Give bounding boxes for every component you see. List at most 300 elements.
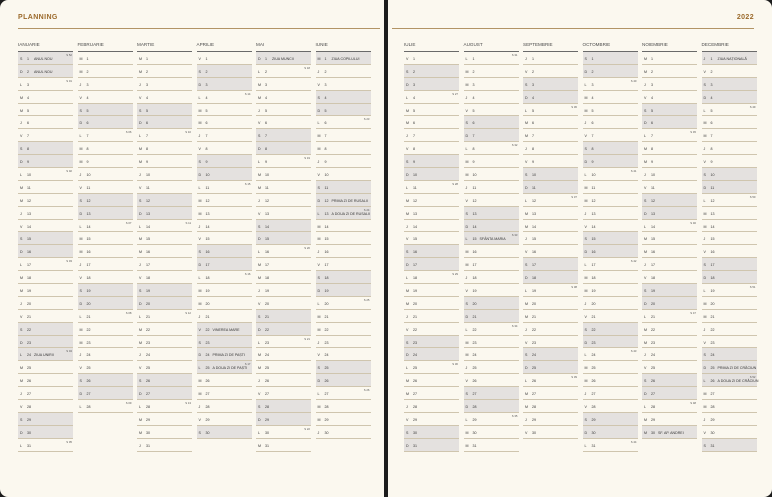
day-row[interactable] — [137, 271, 192, 284]
day-row[interactable] — [464, 413, 519, 426]
day-row[interactable] — [137, 220, 192, 233]
day-row[interactable] — [464, 220, 519, 233]
day-row[interactable] — [256, 207, 311, 220]
day-row[interactable] — [523, 284, 578, 297]
day-row[interactable] — [316, 104, 371, 117]
day-row[interactable] — [404, 413, 459, 426]
day-row[interactable] — [197, 310, 252, 323]
day-row[interactable] — [702, 232, 757, 245]
day-row[interactable] — [256, 413, 311, 426]
day-row[interactable] — [18, 116, 73, 129]
day-row[interactable] — [523, 361, 578, 374]
day-row[interactable] — [404, 91, 459, 104]
day-row[interactable] — [197, 258, 252, 271]
day-row[interactable] — [78, 91, 133, 104]
day-row[interactable] — [642, 104, 697, 117]
day-row[interactable] — [316, 65, 371, 78]
day-row[interactable] — [197, 65, 252, 78]
day-row[interactable] — [316, 168, 371, 181]
day-row[interactable] — [523, 194, 578, 207]
day-row[interactable] — [137, 116, 192, 129]
day-row[interactable] — [642, 426, 697, 439]
day-row[interactable] — [523, 155, 578, 168]
day-row[interactable] — [78, 194, 133, 207]
day-row[interactable] — [137, 78, 192, 91]
day-row[interactable] — [256, 439, 311, 452]
day-row[interactable] — [197, 387, 252, 400]
day-row[interactable] — [78, 232, 133, 245]
day-row[interactable] — [18, 310, 73, 323]
day-row[interactable] — [18, 348, 73, 361]
day-row[interactable] — [583, 336, 638, 349]
day-row[interactable] — [78, 297, 133, 310]
day-row[interactable] — [464, 361, 519, 374]
day-row[interactable] — [256, 400, 311, 413]
day-row[interactable] — [18, 400, 73, 413]
day-row[interactable] — [18, 336, 73, 349]
day-row[interactable] — [404, 104, 459, 117]
day-row[interactable] — [583, 426, 638, 439]
day-row[interactable] — [197, 284, 252, 297]
day-row[interactable] — [316, 271, 371, 284]
day-row[interactable] — [464, 116, 519, 129]
day-row[interactable] — [404, 348, 459, 361]
day-row[interactable] — [523, 91, 578, 104]
day-row[interactable] — [18, 168, 73, 181]
day-row[interactable] — [702, 142, 757, 155]
day-row[interactable] — [702, 361, 757, 374]
day-row[interactable] — [78, 310, 133, 323]
day-row[interactable] — [18, 284, 73, 297]
day-row[interactable] — [583, 361, 638, 374]
day-row[interactable] — [642, 52, 697, 65]
day-row[interactable] — [583, 323, 638, 336]
day-row[interactable] — [197, 232, 252, 245]
day-row[interactable] — [18, 374, 73, 387]
day-row[interactable] — [464, 129, 519, 142]
day-row[interactable] — [197, 116, 252, 129]
day-row[interactable] — [583, 52, 638, 65]
day-row[interactable] — [642, 413, 697, 426]
day-row[interactable] — [256, 258, 311, 271]
day-row[interactable] — [702, 52, 757, 65]
day-row[interactable] — [197, 271, 252, 284]
day-row[interactable] — [702, 413, 757, 426]
day-row[interactable] — [464, 207, 519, 220]
day-row[interactable] — [256, 181, 311, 194]
day-row[interactable] — [18, 129, 73, 142]
day-row[interactable] — [702, 104, 757, 117]
day-row[interactable] — [404, 310, 459, 323]
day-row[interactable] — [18, 387, 73, 400]
day-row[interactable] — [197, 91, 252, 104]
day-row[interactable] — [464, 91, 519, 104]
day-row[interactable] — [702, 310, 757, 323]
day-row[interactable] — [523, 387, 578, 400]
day-row[interactable] — [642, 65, 697, 78]
day-row[interactable] — [137, 142, 192, 155]
day-row[interactable] — [78, 245, 133, 258]
day-row[interactable] — [583, 142, 638, 155]
day-row[interactable] — [18, 271, 73, 284]
day-row[interactable] — [404, 207, 459, 220]
day-row[interactable] — [78, 52, 133, 65]
day-row[interactable] — [404, 245, 459, 258]
day-row[interactable] — [137, 65, 192, 78]
day-row[interactable] — [404, 284, 459, 297]
day-row[interactable] — [464, 142, 519, 155]
day-row[interactable] — [18, 220, 73, 233]
day-row[interactable] — [464, 439, 519, 452]
day-row[interactable] — [464, 52, 519, 65]
day-row[interactable] — [702, 348, 757, 361]
day-row[interactable] — [464, 374, 519, 387]
day-row[interactable] — [523, 181, 578, 194]
day-row[interactable] — [642, 336, 697, 349]
day-row[interactable] — [523, 129, 578, 142]
day-row[interactable] — [137, 361, 192, 374]
day-row[interactable] — [642, 310, 697, 323]
day-row[interactable] — [316, 387, 371, 400]
day-row[interactable] — [464, 348, 519, 361]
day-row[interactable] — [78, 323, 133, 336]
day-row[interactable] — [404, 439, 459, 452]
day-row[interactable] — [404, 194, 459, 207]
day-row[interactable] — [583, 91, 638, 104]
day-row[interactable] — [702, 323, 757, 336]
day-row[interactable] — [137, 181, 192, 194]
day-row[interactable] — [256, 52, 311, 65]
day-row[interactable] — [404, 155, 459, 168]
day-row[interactable] — [702, 65, 757, 78]
day-row[interactable] — [316, 297, 371, 310]
day-row[interactable] — [316, 348, 371, 361]
day-row[interactable] — [583, 284, 638, 297]
day-row[interactable] — [78, 181, 133, 194]
day-row[interactable] — [137, 284, 192, 297]
day-row[interactable] — [464, 336, 519, 349]
day-row[interactable] — [256, 271, 311, 284]
day-row[interactable] — [702, 426, 757, 439]
day-row[interactable] — [642, 194, 697, 207]
day-row[interactable] — [137, 374, 192, 387]
day-row[interactable] — [78, 65, 133, 78]
day-row[interactable] — [197, 426, 252, 439]
day-row[interactable] — [137, 400, 192, 413]
day-row[interactable] — [464, 232, 519, 245]
day-row[interactable] — [137, 297, 192, 310]
day-row[interactable] — [702, 220, 757, 233]
day-row[interactable] — [702, 374, 757, 387]
day-row[interactable] — [316, 129, 371, 142]
day-row[interactable] — [702, 155, 757, 168]
day-row[interactable] — [464, 181, 519, 194]
day-row[interactable] — [523, 245, 578, 258]
day-row[interactable] — [316, 52, 371, 65]
day-row[interactable] — [137, 168, 192, 181]
day-row[interactable] — [642, 323, 697, 336]
day-row[interactable] — [18, 65, 73, 78]
day-row[interactable] — [137, 336, 192, 349]
day-row[interactable] — [523, 207, 578, 220]
day-row[interactable] — [404, 181, 459, 194]
day-row[interactable] — [523, 348, 578, 361]
day-row[interactable] — [78, 207, 133, 220]
day-row[interactable] — [523, 323, 578, 336]
day-row[interactable] — [18, 142, 73, 155]
day-row[interactable] — [523, 310, 578, 323]
day-row[interactable] — [197, 413, 252, 426]
day-row[interactable] — [316, 258, 371, 271]
day-row[interactable] — [642, 129, 697, 142]
day-row[interactable] — [583, 297, 638, 310]
day-row[interactable] — [18, 207, 73, 220]
day-row[interactable] — [642, 245, 697, 258]
day-row[interactable] — [523, 232, 578, 245]
day-row[interactable] — [404, 168, 459, 181]
day-row[interactable] — [316, 310, 371, 323]
day-row[interactable] — [702, 271, 757, 284]
day-row[interactable] — [197, 52, 252, 65]
day-row[interactable] — [642, 181, 697, 194]
day-row[interactable] — [256, 168, 311, 181]
day-row[interactable] — [316, 116, 371, 129]
day-row[interactable] — [18, 181, 73, 194]
day-row[interactable] — [583, 400, 638, 413]
day-row[interactable] — [523, 400, 578, 413]
day-row[interactable] — [197, 220, 252, 233]
day-row[interactable] — [464, 387, 519, 400]
day-row[interactable] — [702, 194, 757, 207]
day-row[interactable] — [583, 271, 638, 284]
day-row[interactable] — [137, 426, 192, 439]
day-row[interactable] — [642, 155, 697, 168]
day-row[interactable] — [137, 245, 192, 258]
day-row[interactable] — [404, 387, 459, 400]
day-row[interactable] — [642, 387, 697, 400]
day-row[interactable] — [642, 348, 697, 361]
day-row[interactable] — [256, 336, 311, 349]
day-row[interactable] — [78, 168, 133, 181]
day-row[interactable] — [197, 129, 252, 142]
day-row[interactable] — [197, 361, 252, 374]
day-row[interactable] — [137, 194, 192, 207]
day-row[interactable] — [404, 336, 459, 349]
day-row[interactable] — [523, 52, 578, 65]
day-row[interactable] — [523, 271, 578, 284]
day-row[interactable] — [642, 78, 697, 91]
day-row[interactable] — [464, 310, 519, 323]
day-row[interactable] — [642, 258, 697, 271]
day-row[interactable] — [702, 284, 757, 297]
day-row[interactable] — [316, 91, 371, 104]
day-row[interactable] — [256, 91, 311, 104]
day-row[interactable] — [18, 361, 73, 374]
day-row[interactable] — [464, 155, 519, 168]
day-row[interactable] — [404, 323, 459, 336]
day-row[interactable] — [256, 245, 311, 258]
day-row[interactable] — [18, 104, 73, 117]
day-row[interactable] — [464, 284, 519, 297]
day-row[interactable] — [583, 439, 638, 452]
day-row[interactable] — [702, 336, 757, 349]
day-row[interactable] — [137, 439, 192, 452]
day-row[interactable] — [464, 271, 519, 284]
day-row[interactable] — [702, 207, 757, 220]
day-row[interactable] — [316, 155, 371, 168]
day-row[interactable] — [642, 271, 697, 284]
day-row[interactable] — [78, 400, 133, 413]
day-row[interactable] — [702, 181, 757, 194]
day-row[interactable] — [464, 258, 519, 271]
day-row[interactable] — [78, 336, 133, 349]
day-row[interactable] — [702, 258, 757, 271]
day-row[interactable] — [197, 194, 252, 207]
day-row[interactable] — [583, 374, 638, 387]
day-row[interactable] — [702, 400, 757, 413]
day-row[interactable] — [404, 142, 459, 155]
day-row[interactable] — [256, 220, 311, 233]
day-row[interactable] — [197, 348, 252, 361]
day-row[interactable] — [316, 194, 371, 207]
day-row[interactable] — [464, 323, 519, 336]
day-row[interactable] — [316, 232, 371, 245]
day-row[interactable] — [137, 413, 192, 426]
day-row[interactable] — [18, 78, 73, 91]
day-row[interactable] — [78, 78, 133, 91]
day-row[interactable] — [256, 387, 311, 400]
day-row[interactable] — [197, 155, 252, 168]
day-row[interactable] — [137, 104, 192, 117]
day-row[interactable] — [583, 387, 638, 400]
day-row[interactable] — [256, 104, 311, 117]
day-row[interactable] — [404, 116, 459, 129]
day-row[interactable] — [78, 271, 133, 284]
day-row[interactable] — [404, 52, 459, 65]
day-row[interactable] — [197, 245, 252, 258]
day-row[interactable] — [404, 400, 459, 413]
day-row[interactable] — [137, 52, 192, 65]
day-row[interactable] — [464, 78, 519, 91]
day-row[interactable] — [137, 348, 192, 361]
day-row[interactable] — [464, 168, 519, 181]
day-row[interactable] — [316, 207, 371, 220]
day-row[interactable] — [523, 65, 578, 78]
day-row[interactable] — [583, 65, 638, 78]
day-row[interactable] — [137, 129, 192, 142]
day-row[interactable] — [18, 297, 73, 310]
day-row[interactable] — [583, 181, 638, 194]
day-row[interactable] — [316, 413, 371, 426]
day-row[interactable] — [404, 78, 459, 91]
day-row[interactable] — [642, 361, 697, 374]
day-row[interactable] — [256, 323, 311, 336]
day-row[interactable] — [702, 245, 757, 258]
day-row[interactable] — [137, 207, 192, 220]
day-row[interactable] — [18, 91, 73, 104]
day-row[interactable] — [583, 232, 638, 245]
day-row[interactable] — [78, 348, 133, 361]
day-row[interactable] — [18, 426, 73, 439]
day-row[interactable] — [642, 400, 697, 413]
day-row[interactable] — [18, 52, 73, 65]
day-row[interactable] — [583, 116, 638, 129]
day-row[interactable] — [523, 220, 578, 233]
day-row[interactable] — [523, 116, 578, 129]
day-row[interactable] — [523, 142, 578, 155]
day-row[interactable] — [256, 361, 311, 374]
day-row[interactable] — [316, 323, 371, 336]
day-row[interactable] — [523, 258, 578, 271]
day-row[interactable] — [642, 207, 697, 220]
day-row[interactable] — [464, 104, 519, 117]
day-row[interactable] — [583, 129, 638, 142]
day-row[interactable] — [642, 142, 697, 155]
day-row[interactable] — [256, 284, 311, 297]
day-row[interactable] — [256, 155, 311, 168]
day-row[interactable] — [137, 387, 192, 400]
day-row[interactable] — [642, 116, 697, 129]
day-row[interactable] — [256, 297, 311, 310]
day-row[interactable] — [583, 310, 638, 323]
day-row[interactable] — [583, 155, 638, 168]
day-row[interactable] — [197, 78, 252, 91]
day-row[interactable] — [197, 374, 252, 387]
day-row[interactable] — [256, 65, 311, 78]
day-row[interactable] — [523, 374, 578, 387]
day-row[interactable] — [316, 78, 371, 91]
day-row[interactable] — [316, 181, 371, 194]
day-row[interactable] — [464, 297, 519, 310]
day-row[interactable] — [642, 232, 697, 245]
day-row[interactable] — [523, 413, 578, 426]
day-row[interactable] — [404, 271, 459, 284]
day-row[interactable] — [702, 168, 757, 181]
day-row[interactable] — [197, 400, 252, 413]
day-row[interactable] — [197, 336, 252, 349]
day-row[interactable] — [78, 129, 133, 142]
day-row[interactable] — [583, 168, 638, 181]
day-row[interactable] — [316, 336, 371, 349]
day-row[interactable] — [256, 310, 311, 323]
day-row[interactable] — [78, 374, 133, 387]
day-row[interactable] — [583, 207, 638, 220]
day-row[interactable] — [256, 232, 311, 245]
day-row[interactable] — [256, 426, 311, 439]
day-row[interactable] — [256, 194, 311, 207]
day-row[interactable] — [18, 439, 73, 452]
day-row[interactable] — [404, 426, 459, 439]
day-row[interactable] — [702, 91, 757, 104]
day-row[interactable] — [404, 297, 459, 310]
day-row[interactable] — [523, 78, 578, 91]
day-row[interactable] — [197, 142, 252, 155]
day-row[interactable] — [583, 104, 638, 117]
day-row[interactable] — [137, 323, 192, 336]
day-row[interactable] — [464, 65, 519, 78]
day-row[interactable] — [256, 348, 311, 361]
day-row[interactable] — [404, 129, 459, 142]
day-row[interactable] — [523, 168, 578, 181]
day-row[interactable] — [316, 245, 371, 258]
day-row[interactable] — [523, 104, 578, 117]
day-row[interactable] — [18, 155, 73, 168]
day-row[interactable] — [583, 245, 638, 258]
day-row[interactable] — [316, 361, 371, 374]
day-row[interactable] — [404, 220, 459, 233]
day-row[interactable] — [642, 374, 697, 387]
day-row[interactable] — [78, 155, 133, 168]
